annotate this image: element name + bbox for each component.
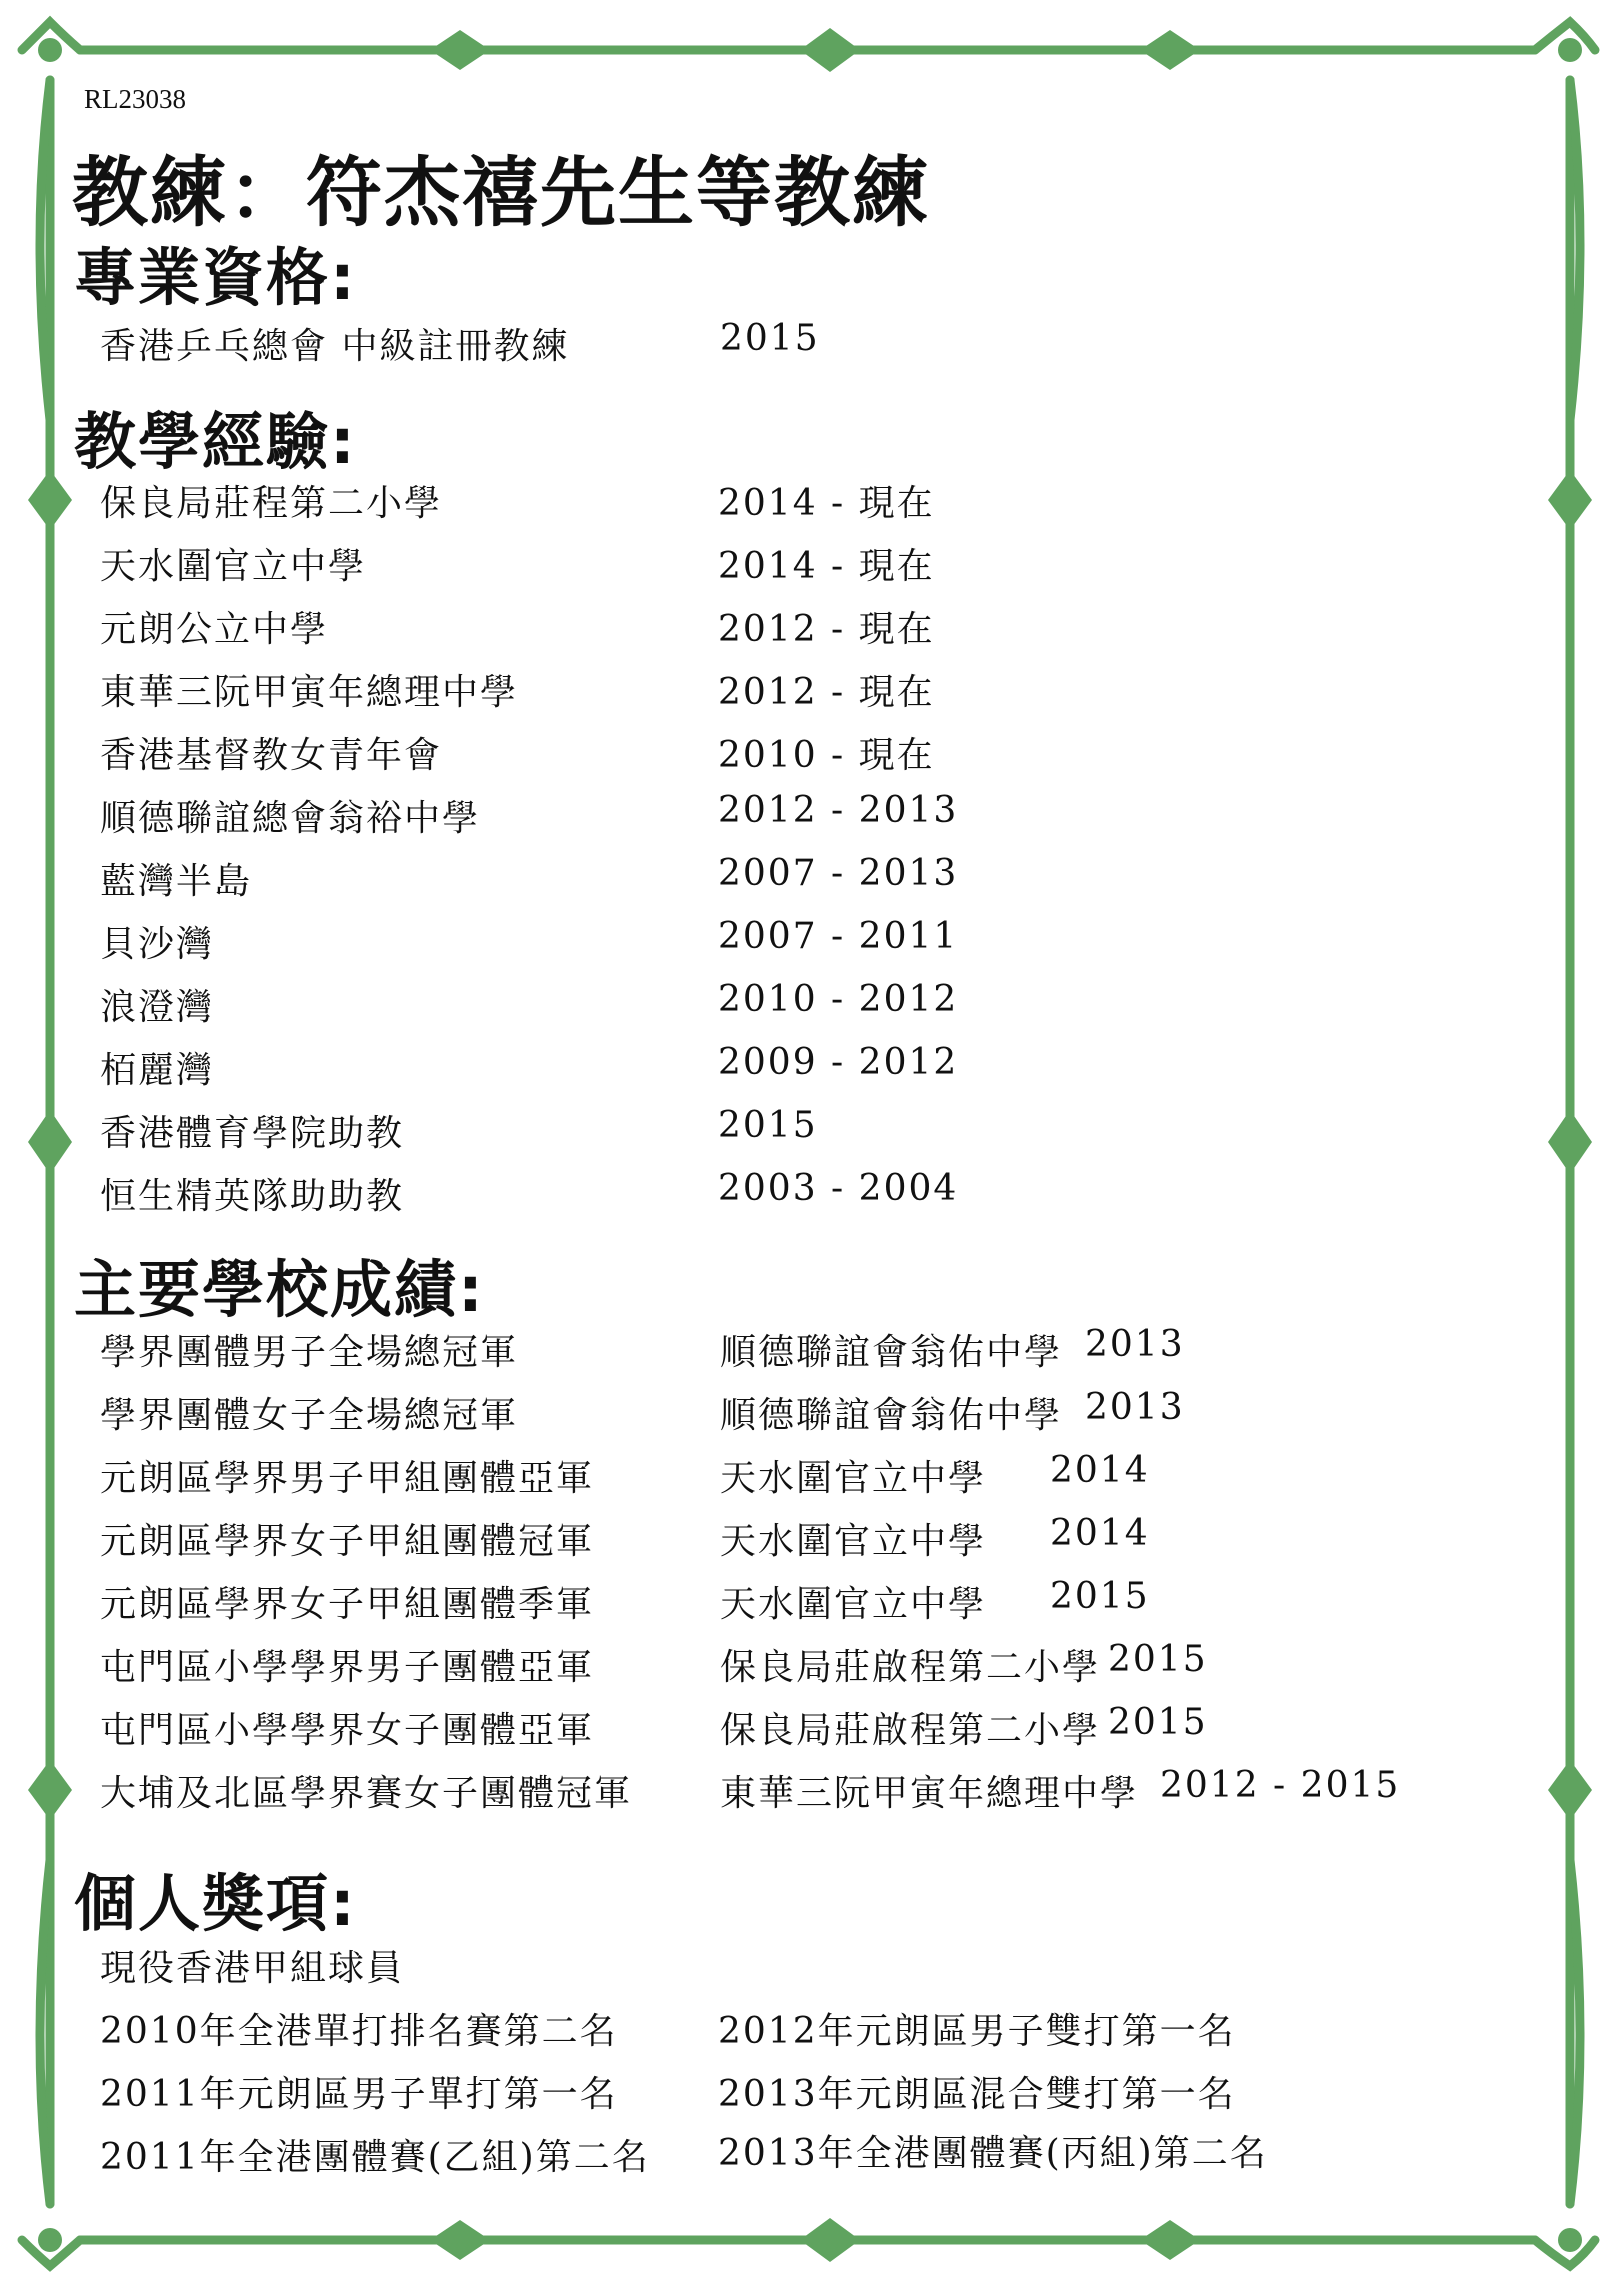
result-year: 2013 (1085, 1324, 1185, 1365)
list-item: 2011年全港團體賽(乙組)第二名 (100, 2137, 650, 2178)
list-item: 2010年全港單打排名賽第二名 (100, 2011, 618, 2052)
page-title: 教練：符杰禧先生等教練 (72, 148, 930, 237)
result-award: 大埔及北區學界賽女子團體冠軍 (100, 1773, 633, 1814)
list-item-period: 2014 - 現在 (718, 546, 935, 587)
list-item-period: 2010 - 現在 (718, 735, 935, 776)
list-item-period: 2012 - 2013 (718, 790, 959, 831)
list-item: 順德聯誼總會翁裕中學 (100, 798, 481, 839)
personal-awards-heading: 個人獎項: (74, 1867, 357, 1940)
list-item: 貝沙灣 (100, 924, 215, 965)
result-award: 學界團體女子全場總冠軍 (100, 1395, 519, 1436)
list-item: 藍灣半島 (100, 861, 253, 902)
list-item: 2012年元朗區男子雙打第一名 (718, 2011, 1236, 2052)
result-award: 屯門區小學學界女子團體亞軍 (100, 1710, 595, 1751)
list-item: 2013年全港團體賽(丙組)第二名 (718, 2133, 1268, 2174)
result-award: 屯門區小學學界男子團體亞軍 (100, 1647, 595, 1688)
result-year: 2014 (1050, 1513, 1150, 1554)
list-item: 天水圍官立中學 (100, 546, 367, 587)
result-school: 東華三阮甲寅年總理中學 (720, 1773, 1139, 1814)
result-award: 元朗區學界女子甲組團體季軍 (100, 1584, 595, 1625)
qualification-name: 香港乒乓總會 中級註冊教練 (100, 326, 570, 367)
result-award: 學界團體男子全場總冠軍 (100, 1332, 519, 1373)
experience-heading: 教學經驗: (74, 405, 357, 478)
result-school: 天水圍官立中學 (720, 1458, 987, 1499)
list-item-period: 2012 - 現在 (718, 609, 935, 650)
list-item-period: 2010 - 2012 (718, 979, 959, 1020)
list-item: 香港基督教女青年會 (100, 735, 443, 776)
qualification-year: 2015 (720, 318, 820, 359)
school-results-heading: 主要學校成績: (74, 1253, 485, 1326)
list-item-period: 2009 - 2012 (718, 1042, 959, 1083)
result-school: 順德聯誼會翁佑中學 (720, 1332, 1063, 1373)
list-item-period: 2007 - 2011 (718, 916, 959, 957)
list-item: 保良局莊程第二小學 (100, 483, 443, 524)
result-year: 2012 - 2015 (1160, 1765, 1401, 1806)
list-item: 浪澄灣 (100, 987, 215, 1028)
result-year: 2015 (1108, 1702, 1208, 1743)
list-item: 2013年元朗區混合雙打第一名 (718, 2074, 1236, 2115)
result-award: 元朗區學界男子甲組團體亞軍 (100, 1458, 595, 1499)
list-item-period: 2015 (718, 1105, 818, 1146)
list-item-period: 2003 - 2004 (718, 1168, 959, 1209)
result-school: 天水圍官立中學 (720, 1584, 987, 1625)
result-year: 2015 (1050, 1576, 1150, 1617)
result-year: 2013 (1085, 1387, 1185, 1428)
list-item: 東華三阮甲寅年總理中學 (100, 672, 519, 713)
result-year: 2014 (1050, 1450, 1150, 1491)
list-item: 香港體育學院助教 (100, 1113, 405, 1154)
result-school: 保良局莊啟程第二小學 (720, 1710, 1101, 1751)
list-item-period: 2014 - 現在 (718, 483, 935, 524)
result-school: 保良局莊啟程第二小學 (720, 1647, 1101, 1688)
result-school: 天水圍官立中學 (720, 1521, 987, 1562)
document-code: RL23038 (84, 84, 187, 114)
list-item: 元朗公立中學 (100, 609, 329, 650)
list-item-period: 2012 - 現在 (718, 672, 935, 713)
list-item: 栢麗灣 (100, 1050, 215, 1091)
result-year: 2015 (1108, 1639, 1208, 1680)
result-school: 順德聯誼會翁佑中學 (720, 1395, 1063, 1436)
list-item: 現役香港甲組球員 (100, 1948, 405, 1989)
qualifications-heading: 專業資格: (74, 241, 357, 314)
list-item: 2011年元朗區男子單打第一名 (100, 2074, 618, 2115)
list-item-period: 2007 - 2013 (718, 853, 959, 894)
list-item: 恒生精英隊助助教 (100, 1176, 405, 1217)
result-award: 元朗區學界女子甲組團體冠軍 (100, 1521, 595, 1562)
